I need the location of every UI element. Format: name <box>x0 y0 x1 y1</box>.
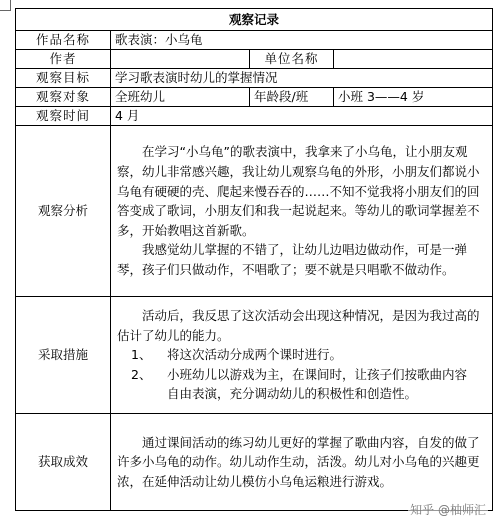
analysis-label: 观察分析 <box>16 126 111 297</box>
record-title: 观察记录 <box>16 9 493 31</box>
time-value: 4 月 <box>111 107 493 126</box>
list-item-continuation: 自由表演，充分调动幼儿的积极性和创造性。 <box>167 386 418 402</box>
analysis-paragraph-1: 在学习“小乌龟”的歌表演中，我拿来了小乌龟，让小朋友观察，幼儿非常感兴趣，我让幼儿观察乌龟的外形，小朋友们都说小乌龟有硬硬的壳、爬起来慢吞吞的……不知不觉我将小朋友们的回答变成了歌词，小朋友们和我一起说起来。等幼儿的歌词掌握差不多，开始教唱这首新歌。 <box>117 144 480 238</box>
goal-value: 学习歌表演时幼儿的掌握情况 <box>111 69 493 88</box>
watermark: 知乎 @柚师汇 <box>410 503 486 517</box>
target-label: 观察对象 <box>16 88 111 107</box>
work-name-value: 歌表演：小乌龟 <box>111 31 493 50</box>
list-item-text: 小班幼儿以游戏为主，在课间时，让孩子们按歌曲内容 <box>167 366 468 382</box>
measures-content <box>111 297 493 414</box>
author-value <box>111 50 250 69</box>
corner-mark <box>0 0 11 11</box>
work-name-label: 作品名称 <box>16 31 111 50</box>
grade-label: 年龄段/班 <box>250 88 334 107</box>
goal-label: 观察目标 <box>16 69 111 88</box>
results-label: 获取成效 <box>16 414 111 511</box>
list-item-text: 将这次活动分成两个课时进行。 <box>167 347 343 363</box>
author-label: 作者 <box>16 50 111 69</box>
measures-paragraph: 活动后，我反思了这次活动会出现这种情况，是因为我过高的估计了幼儿的能力。 <box>117 308 480 343</box>
list-item <box>117 345 486 365</box>
time-label: 观察时间 <box>16 107 111 126</box>
measures-list <box>117 345 486 404</box>
analysis-paragraph-2: 我感觉幼儿掌握的不错了，让幼儿边唱边做动作，可是一弹琴，孩子们只做动作，不唱歌了；要不就是只唱歌不做动作。 <box>117 242 468 277</box>
target-value: 全班幼儿 <box>111 88 250 107</box>
list-item <box>117 365 486 385</box>
list-item-number: 2、 <box>131 366 152 382</box>
unit-value <box>334 50 493 69</box>
unit-label: 单位名称 <box>250 50 334 69</box>
list-item-number: 1、 <box>131 347 152 363</box>
results-paragraph: 通过课间活动的练习幼儿更好的掌握了歌曲内容，自发的做了许多小乌龟的动作。幼儿动作生动，活泼。幼儿对小乌龟的兴趣更浓，在延伸活动让幼儿模仿小乌龟运粮进行游戏。 <box>117 434 480 489</box>
analysis-content <box>111 126 493 297</box>
measures-label: 采取措施 <box>16 297 111 414</box>
observation-record-table <box>15 8 493 511</box>
grade-value: 小班 3——4 岁 <box>334 88 493 107</box>
results-content <box>111 414 493 511</box>
